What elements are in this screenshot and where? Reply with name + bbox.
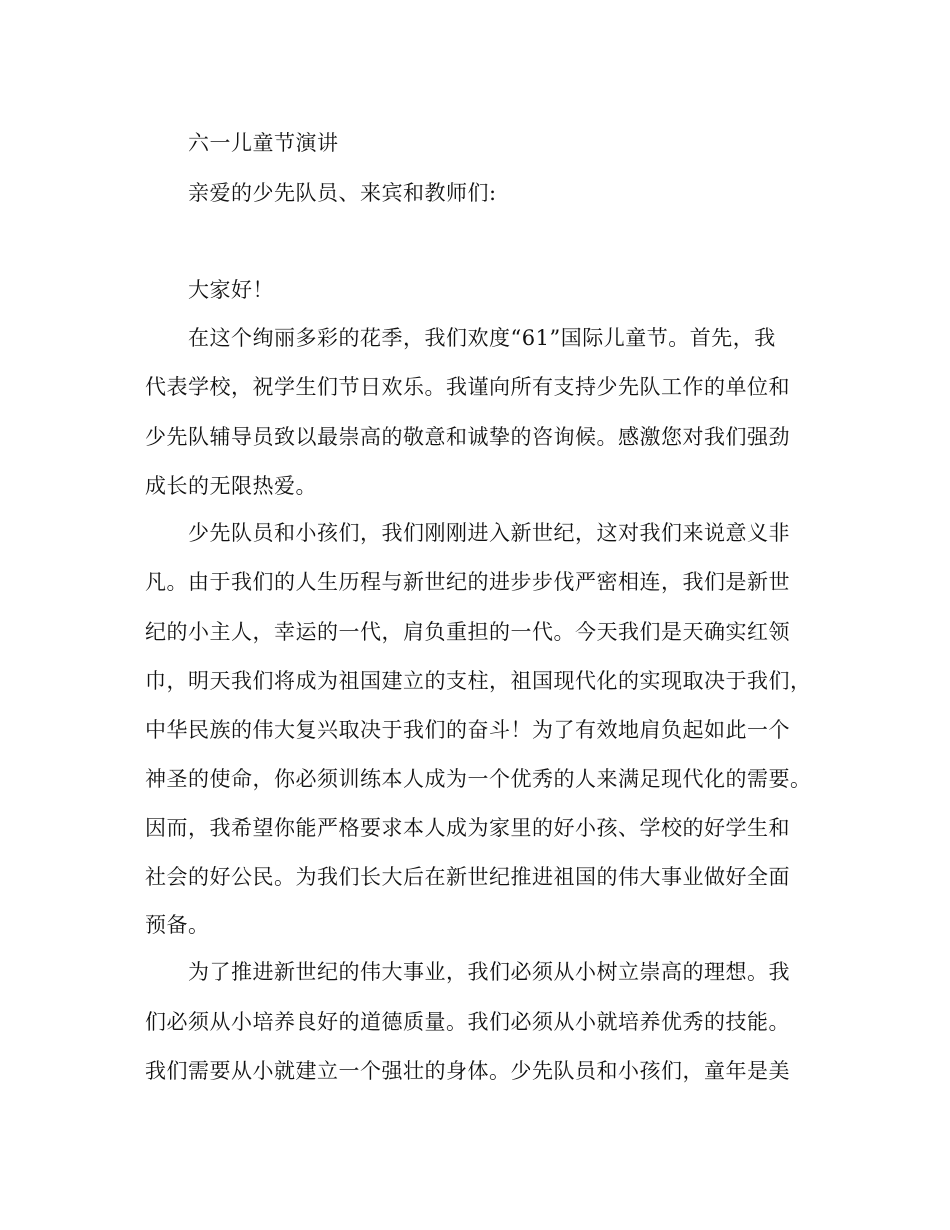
paragraph-3-line: 我们需要从小就建立一个强壮的身体。少先队员和小孩们，童年是美 <box>145 1059 790 1083</box>
paragraph-3-line: 们必须从小培养良好的道德质量。我们必须从小就培养优秀的技能。 <box>145 1010 790 1034</box>
paragraph-1-line: 代表学校，祝学生们节日欢乐。我谨向所有支持少先队工作的单位和 <box>145 375 790 399</box>
paragraph-2-line: 中华民族的伟大复兴取决于我们的奋斗！为了有效地肩负起如此一个 <box>145 718 790 742</box>
paragraph-2-line: 凡。由于我们的人生历程与新世纪的进步步伐严密相连，我们是新世 <box>145 570 790 594</box>
paragraph-2-line: 少先队员和小孩们，我们刚刚进入新世纪，这对我们来说意义非 <box>188 521 790 545</box>
paragraph-1-line: 成长的无限热爱。 <box>145 474 317 498</box>
paragraph-1-line: 在这个绚丽多彩的花季，我们欢度“61”国际儿童节。首先，我 <box>188 326 776 350</box>
paragraph-2-line: 巾，明天我们将成为祖国建立的支柱，祖国现代化的实现取决于我们， <box>145 669 812 693</box>
paragraph-2-line: 预备。 <box>145 913 210 937</box>
document-title: 六一儿童节演讲 <box>188 131 339 155</box>
paragraph-3-line: 为了推进新世纪的伟大事业，我们必须从小树立崇高的理想。我 <box>188 960 790 984</box>
paragraph-2-line: 纪的小主人，幸运的一代，肩负重担的一代。今天我们是天确实红领 <box>145 620 790 644</box>
paragraph-2-line: 神圣的使命，你必须训练本人成为一个优秀的人来满足现代化的需要。 <box>145 767 812 791</box>
paragraph-1-line: 少先队辅导员致以最崇高的敬意和诚挚的咨询候。感激您对我们强劲 <box>145 425 790 449</box>
paragraph-2-line: 因而，我希望你能严格要求本人成为家里的好小孩、学校的好学生和 <box>145 816 790 840</box>
greeting: 大家好！ <box>188 278 274 302</box>
salutation: 亲爱的少先队员、来宾和教师们: <box>188 181 497 205</box>
paragraph-2-line: 社会的好公民。为我们长大后在新世纪推进祖国的伟大事业做好全面 <box>145 865 790 889</box>
